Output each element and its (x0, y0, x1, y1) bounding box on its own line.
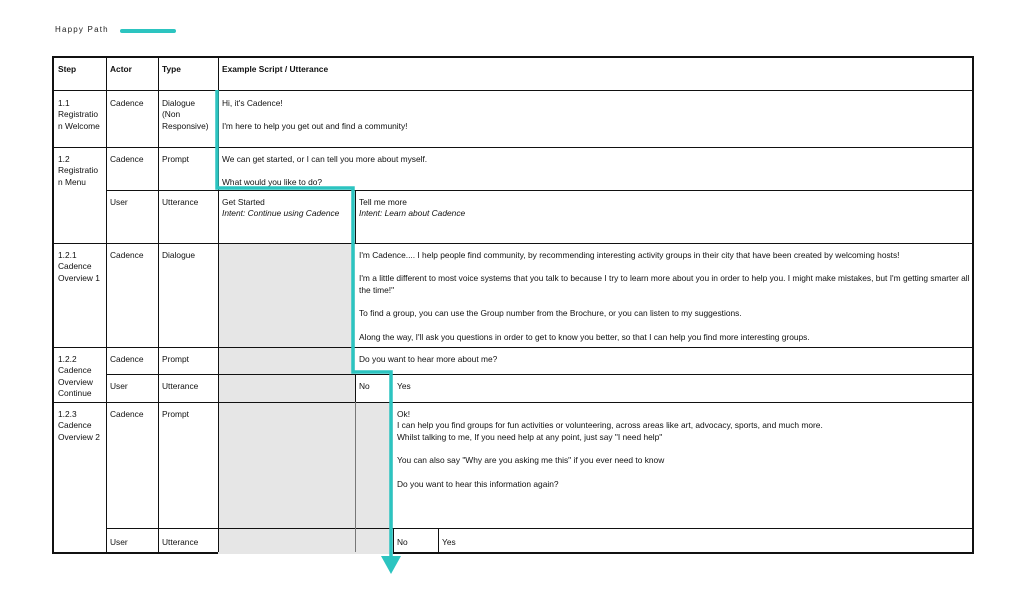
type-cell: Utterance (162, 537, 199, 547)
step-cell: 1.2.3 Cadence Overview 2 (58, 409, 100, 442)
script-line: What would you like to do? (222, 177, 323, 188)
step-cell: 1.2 Registratio n Menu (58, 154, 99, 187)
script-line: To find a group, you can use the Group number from the Brochure, or you can listen to my suggestions. (359, 308, 742, 319)
actor-cell: Cadence (110, 354, 144, 364)
utterance-option-no: No (397, 537, 408, 547)
actor-cell: User (110, 381, 128, 391)
script-line: I'm Cadence.... I help people find community, by recommending interesting activity groups in their city that have been created by welcoming hosts! (359, 250, 900, 260)
script-line: You can also say "Why are you asking me this" if you ever need to know (397, 455, 665, 466)
column-header-type: Type (162, 64, 181, 74)
script-line: Hi, it's Cadence! (222, 98, 283, 108)
type-cell: Utterance (162, 197, 199, 207)
actor-cell: Cadence (110, 409, 144, 419)
type-cell: Dialogue (162, 250, 196, 260)
step-cell: 1.2.1 Cadence Overview 1 (58, 250, 100, 283)
actor-cell: User (110, 197, 128, 207)
script-line: I'm here to help you get out and find a community! (222, 121, 408, 132)
type-cell: Utterance (162, 381, 199, 391)
script-line: I'm a little different to most voice systems that you talk to because I try to learn more about you in order to help you. I might make mistakes, but I'm getting smarter all the time!" (359, 273, 970, 295)
script-line: Whilst talking to me, If you need help at any point, just say "I need help" (397, 431, 663, 442)
type-cell: Prompt (162, 409, 189, 419)
actor-cell: User (110, 537, 128, 547)
utterance-option-yes: Yes (442, 537, 456, 547)
actor-cell: Cadence (110, 98, 144, 108)
type-cell: Prompt (162, 354, 189, 364)
column-header-step: Step (58, 64, 77, 74)
column-header-actor: Actor (110, 64, 132, 74)
utterance-option-yes: Yes (397, 381, 411, 391)
intent-label: Intent: Learn about Cadence (359, 208, 466, 219)
utterance-option-no: No (359, 381, 370, 391)
actor-cell: Cadence (110, 250, 144, 260)
utterance-label: Get Started (222, 197, 265, 207)
script-line: Along the way, I'll ask you questions in order to get to know you better, so that I can help you find more interesting groups. (359, 331, 810, 342)
header-title: Happy Path (55, 25, 109, 34)
script-line: We can get started, or I can tell you more about myself. (222, 154, 428, 164)
arrow-down-icon (381, 556, 401, 574)
step-cell: 1.2.2 Cadence Overview Continue (58, 354, 93, 399)
actor-cell: Cadence (110, 154, 144, 164)
script-line: I can help you find groups for fun activities or volunteering, across areas like art, advocacy, sports, and much more. (397, 420, 823, 431)
script-line: Ok! (397, 409, 411, 419)
happy-path-polyline (217, 90, 391, 558)
type-cell: Dialogue (Non Responsive) (162, 98, 209, 131)
script-line: Do you want to hear this information again? (397, 478, 559, 489)
step-cell: 1.1 Registratio n Welcome (58, 98, 100, 131)
column-header-script: Example Script / Utterance (222, 64, 329, 74)
intent-label: Intent: Continue using Cadence (222, 208, 340, 219)
utterance-label: Tell me more (359, 197, 407, 207)
script-cell: Do you want to hear more about me? (359, 354, 498, 364)
type-cell: Prompt (162, 154, 189, 164)
